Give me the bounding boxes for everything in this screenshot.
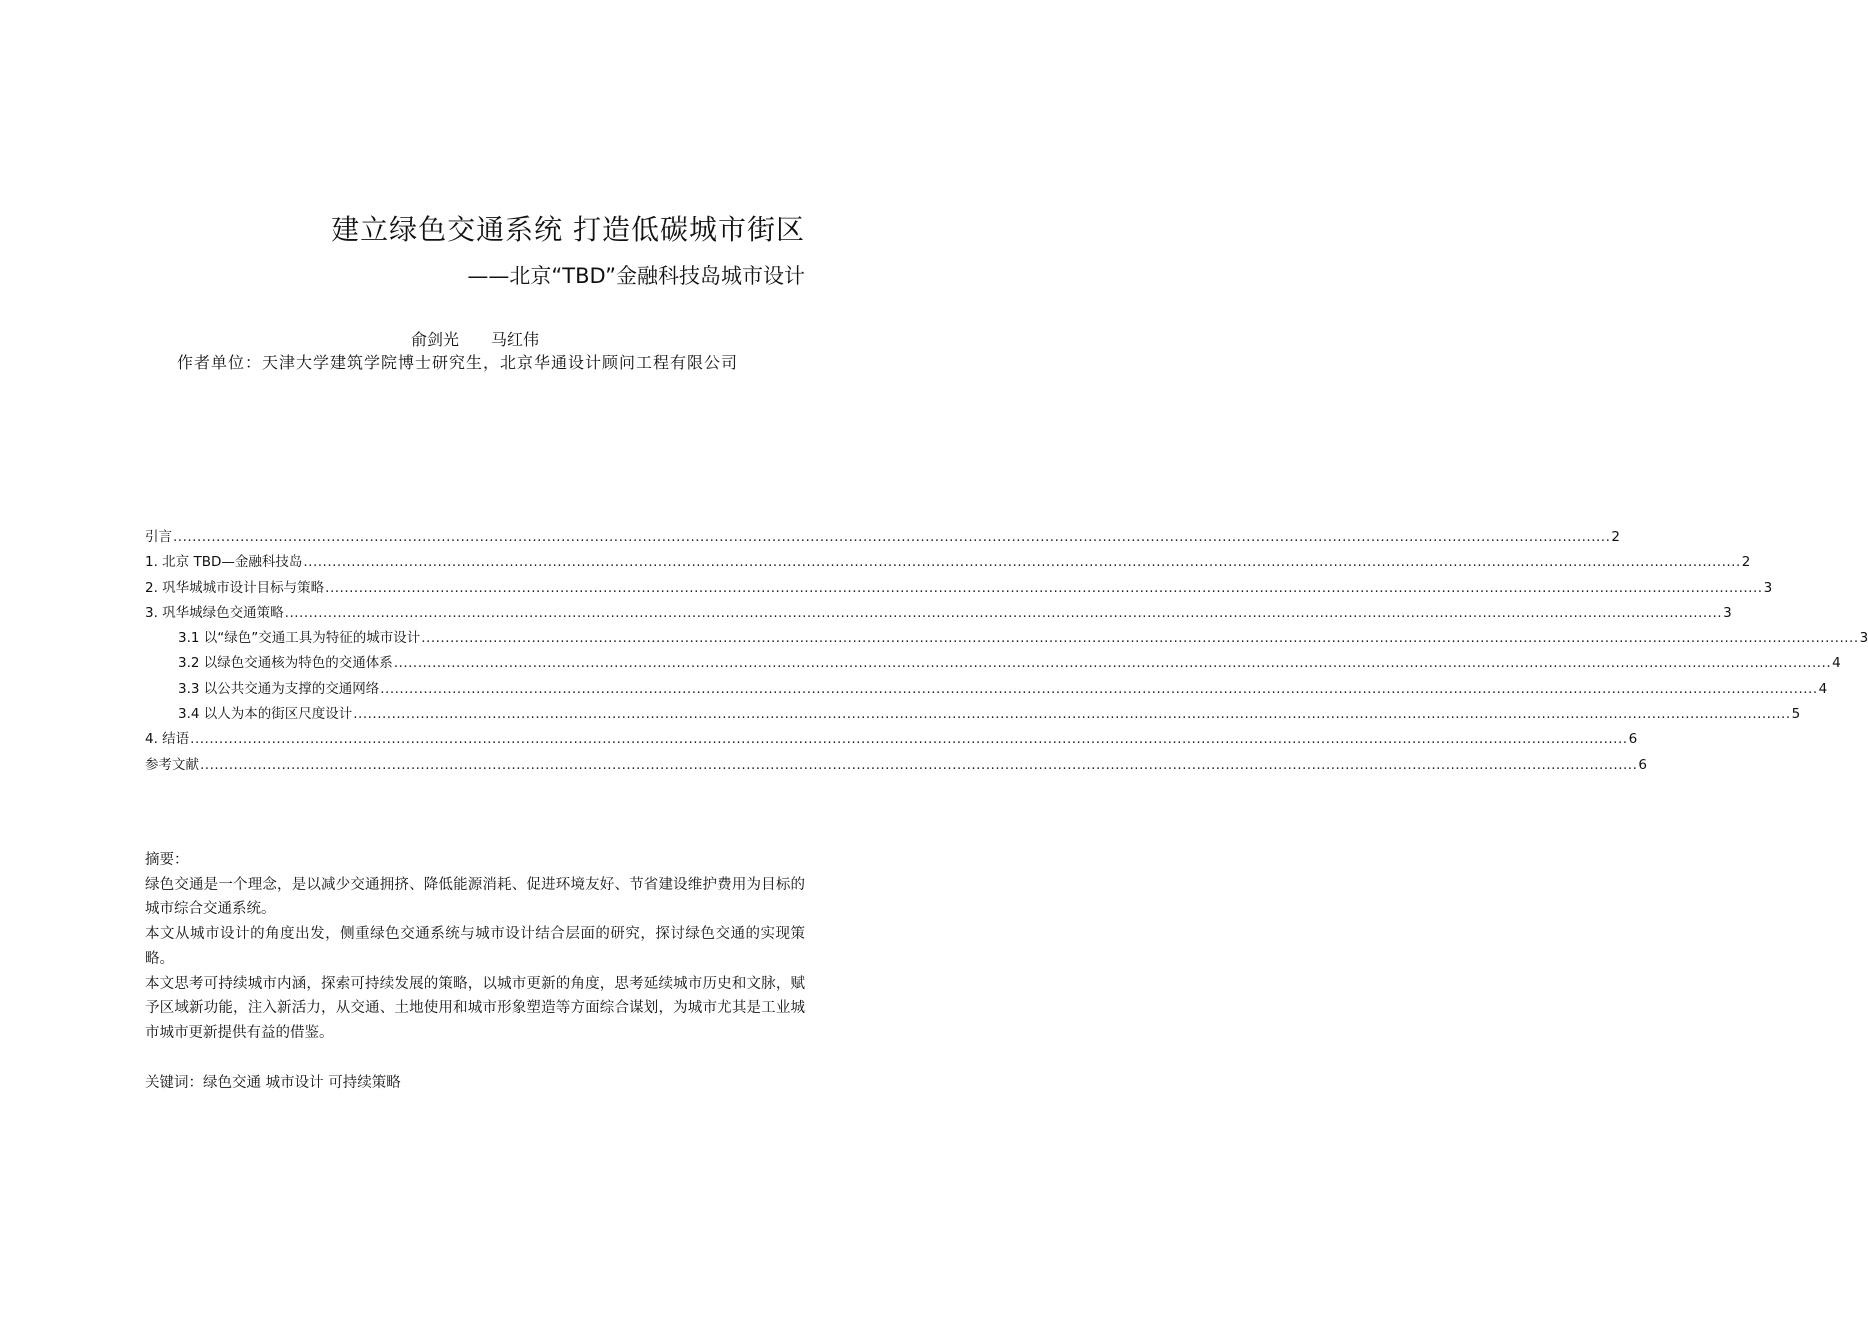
keywords-line — [145, 1071, 805, 1096]
toc-entry-intro[interactable] — [145, 525, 1620, 550]
toc-leader-dots: ............................................................................................................................................................................................................................................................................................................ — [353, 706, 1791, 723]
toc-page-number: 2 — [1611, 529, 1620, 545]
toc-entry-label: 2. 巩华城城市设计目标与策略 — [145, 579, 325, 596]
toc-page-number: 3 — [1763, 579, 1773, 596]
toc-entry-4[interactable] — [145, 727, 1638, 752]
document-title: 建立绿色交通系统 打造低碳城市街区 — [331, 213, 805, 246]
abstract-section — [145, 848, 805, 1046]
table-of-contents — [145, 525, 1868, 778]
toc-page-number: 3 — [1723, 604, 1732, 621]
toc-leader-dots: ............................................................................................................................................................................................................................................................................................................ — [284, 604, 1723, 621]
toc-entry-3-3[interactable] — [145, 677, 1828, 702]
toc-page-number: 4 — [1818, 680, 1828, 697]
document-subtitle: ——北京“TBD”金融科技岛城市设计 — [467, 264, 805, 288]
toc-entry-references[interactable] — [145, 753, 1647, 778]
toc-entry-label: 参考文献 — [145, 756, 199, 773]
toc-entry-1[interactable] — [145, 550, 1751, 575]
toc-leader-dots: ............................................................................................................................................................................................................................................................................................................ — [393, 655, 1832, 672]
toc-entry-label: 引言 — [145, 529, 172, 545]
toc-page-number: 5 — [1791, 706, 1801, 723]
toc-page-number: 2 — [1741, 554, 1751, 571]
toc-entry-label: 3. 巩华城绿色交通策略 — [145, 604, 284, 621]
toc-entry-label: 3.3 以公共交通为支撑的交通网络 — [178, 680, 380, 697]
toc-entry-label: 3.1 以“绿色”交通工具为特征的城市设计 — [178, 630, 421, 647]
toc-entry-3-2[interactable] — [145, 651, 1841, 676]
toc-leader-dots: ............................................................................................................................................................................................................................................................................................................ — [173, 529, 1611, 545]
toc-entry-3-1[interactable] — [145, 626, 1868, 651]
abstract-paragraph: 绿色交通是一个理念，是以减少交通拥挤、降低能源消耗、促进环境友好、节省建设维护费用为目标的城市综合交通系统。 — [145, 876, 805, 918]
toc-leader-dots: ............................................................................................................................................................................................................................................................................................................ — [380, 680, 1818, 697]
toc-entry-label: 4. 结语 — [145, 731, 190, 748]
toc-leader-dots: ............................................................................................................................................................................................................................................................................................................ — [421, 630, 1859, 647]
toc-leader-dots: ............................................................................................................................................................................................................................................................................................................ — [200, 756, 1638, 773]
toc-entry-3-4[interactable] — [145, 702, 1801, 727]
toc-leader-dots: ............................................................................................................................................................................................................................................................................................................ — [303, 554, 1741, 571]
toc-leader-dots: ............................................................................................................................................................................................................................................................................................................ — [190, 731, 1628, 748]
toc-entry-label: 3.4 以人为本的街区尺度设计 — [178, 706, 353, 723]
toc-entry-label: 3.2 以绿色交通核为特色的交通体系 — [178, 655, 393, 672]
toc-page-number: 6 — [1628, 731, 1638, 748]
toc-page-number: 3 — [1859, 630, 1868, 647]
author-line — [0, 327, 950, 350]
toc-entry-2[interactable] — [145, 576, 1773, 601]
toc-leader-dots: ............................................................................................................................................................................................................................................................................................................ — [325, 579, 1763, 596]
author-name: 俞剑光 — [410, 330, 459, 349]
toc-page-number: 4 — [1832, 655, 1841, 672]
abstract-paragraph: 本文思考可持续城市内涵，探索可持续发展的策略，以城市更新的角度，思考延续城市历史和文脉，赋予区域新功能，注入新活力，从交通、土地使用和城市形象塑造等方面综合谋划，为城市尤其是工业城市城市更新提供有益的借鉴。 — [145, 975, 805, 1041]
toc-page-number: 6 — [1638, 756, 1647, 773]
abstract-paragraph: 本文从城市设计的角度出发，侧重绿色交通系统与城市设计结合层面的研究，探讨绿色交通的实现策略。 — [145, 926, 805, 967]
toc-entry-label: 1. 北京 TBD—金融科技岛 — [145, 554, 303, 571]
keywords-label: 关键词： — [145, 1075, 203, 1091]
author-affiliation: 作者单位：天津大学建筑学院博士研究生，北京华通设计顾问工程有限公司 — [177, 353, 739, 372]
abstract-heading: 摘要： — [145, 852, 189, 868]
keywords-list: 绿色交通 城市设计 可持续策略 — [203, 1075, 401, 1091]
toc-entry-3[interactable] — [145, 601, 1732, 626]
author-name: 马红伟 — [491, 330, 540, 349]
